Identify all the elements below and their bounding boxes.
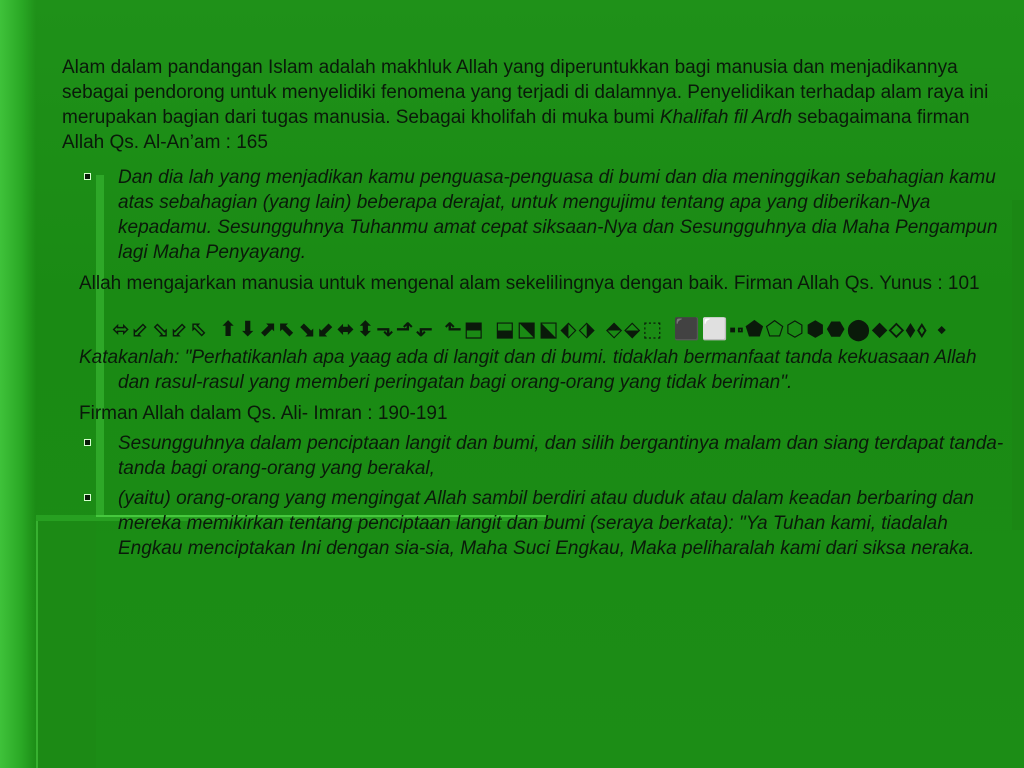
bullet-icon xyxy=(84,439,91,446)
verse-imran-2: (yaitu) orang-orang yang mengingat Allah sambil berdiri atau duduk atau dalam keadan berbaring dan mereka memikirkan tentang penciptaan langit dan bumi (seraya berkata): "Ya Tuhan kami, tiadalah Engkau menciptakan Ini dengan sia-sia, Maha Suci Engkau, Maka peliharalah kami dari siksa neraka. xyxy=(118,488,975,559)
verse-anam: Dan dia lah yang menjadikan kamu penguasa-penguasa di bumi dan dia meninggikan sebahagian kamu atas sebahagian (yang lain) beberapa derajat, untuk mengujimu tentang apa yang diberikan-Nya kepadamu. Sesungguhnya Tuhanmu amat cepat siksaan-Nya dan Sesungguhnya dia Maha Pengampun lagi Maha Penyayang. xyxy=(118,167,998,263)
bullet-icon xyxy=(84,173,91,180)
arabic-verse-glyphs: ⬄⬃⬂⬃⬁ ⬆⬇⬈⬉⬊⬋⬌⬍⬎⬏⬐ ⬑⬒ ⬓⬔⬕⬖⬗ ⬘⬙⬚ ⬛⬜⬝⬞⬟⬠⬡⬢⬣⬤⬥⬦⬧⬨ ⬩ xyxy=(112,317,948,341)
intro-italic-term: Khalifah fil Ardh xyxy=(659,107,793,128)
list-item xyxy=(62,165,1012,265)
decorative-right-strip xyxy=(1012,200,1024,530)
slide-content xyxy=(62,55,1012,561)
verse-yunus: Katakanlah: "Perhatikanlah apa yaag ada di langit dan di bumi. tidaklah bermanfaat tanda kekuasaan Allah dan rasul-rasul yang memberi peringatan bagi orang-orang yang tidak beriman". xyxy=(79,347,977,393)
decorative-vertical-line xyxy=(36,515,38,768)
intro-text-end: sebagaimana firman Allah Qs. Al-An’am : 165 xyxy=(62,107,970,153)
list-item xyxy=(62,431,1012,481)
intro-paragraph xyxy=(62,55,1012,155)
list-item xyxy=(62,486,1012,561)
left-gradient-bar xyxy=(0,0,36,768)
imran-intro: Firman Allah dalam Qs. Ali- Imran : 190-191 xyxy=(79,403,448,424)
bullet-icon xyxy=(84,494,91,501)
verse-imran-1: Sesungguhnya dalam penciptaan langit dan bumi, dan silih bergantinya malam dan siang terdapat tanda-tanda bagi orang-orang yang berakal, xyxy=(118,433,1004,479)
intro-text: Alam dalam pandangan Islam adalah makhluk Allah yang diperuntukkan bagi manusia dan menjadikannya sebagai pendorong untuk menyelidiki fenomena yang terjadi di dalamnya. Penyelidikan terhadap alam raya ini merupakan bagian dari tugas manusia. Sebagai kholifah di muka bumi xyxy=(62,57,989,128)
yunus-intro: Allah mengajarkan manusia untuk mengenal alam sekelilingnya dengan baik. Firman Allah Qs. Yunus : 101 xyxy=(79,273,980,294)
